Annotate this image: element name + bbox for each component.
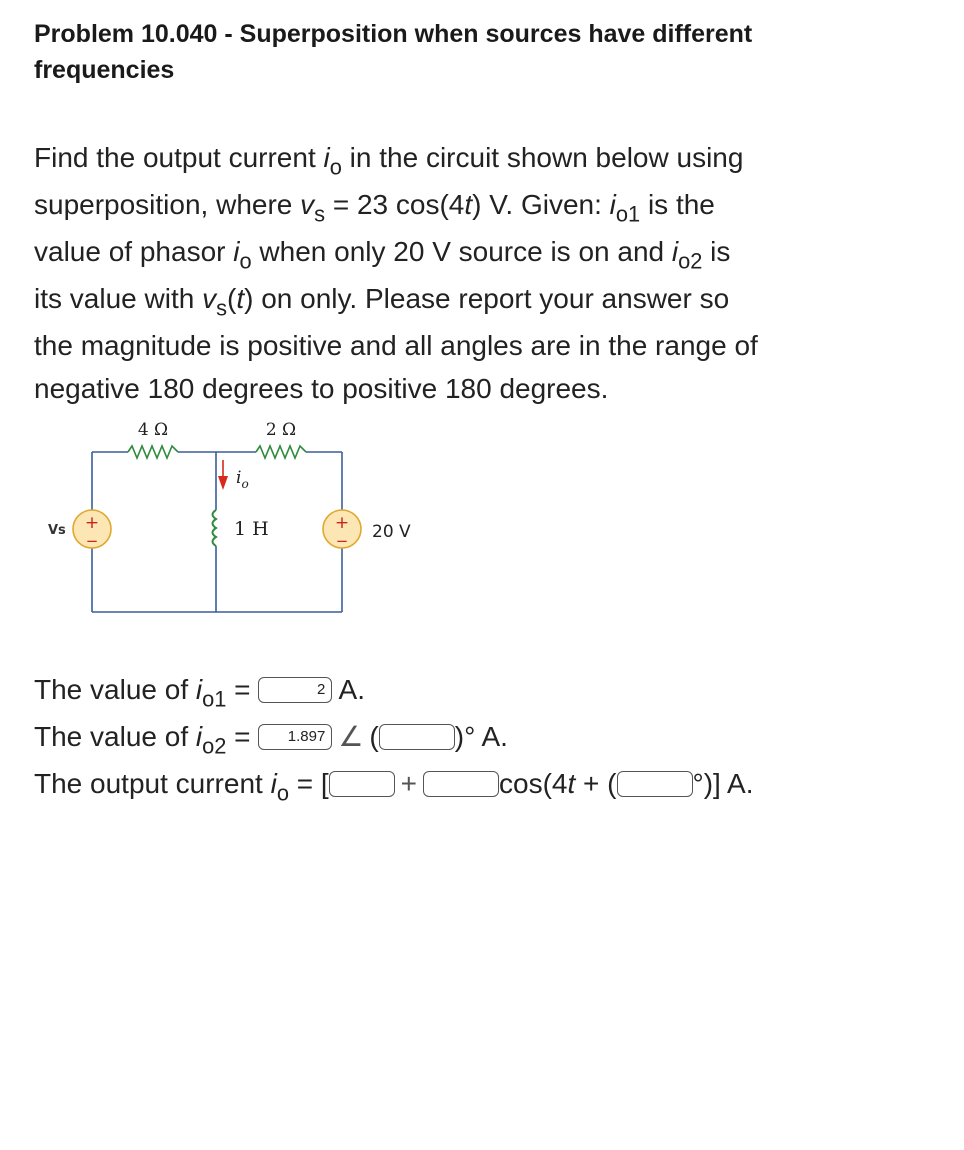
inductor-label: 1 H xyxy=(234,518,269,540)
circuit-diagram xyxy=(40,408,440,618)
vs-plus: + xyxy=(84,513,100,533)
problem-title-line-1: Problem 10.040 - Superposition when sources have different xyxy=(34,20,753,48)
resistor-4ohm xyxy=(128,446,178,458)
dc-plus: + xyxy=(334,513,350,533)
io2-angle-input[interactable] xyxy=(379,724,455,750)
dc-minus: − xyxy=(335,532,349,550)
statement-line-4: its value with $v_s(t)$ on only. Please report your answer so xyxy=(34,283,730,321)
circuit-wires xyxy=(92,452,342,612)
io-dc-input[interactable] xyxy=(329,771,395,797)
problem-title-line-2: frequencies xyxy=(34,56,175,84)
statement-line-2: superposition, where $v_s = 23$ cos(4t) V. Given: $i_{o1}$ is the xyxy=(34,189,715,227)
angle-symbol: ∠ xyxy=(338,721,364,752)
io1-value-input[interactable]: 2 xyxy=(258,677,332,703)
dc-label: 20 V xyxy=(372,522,411,542)
current-arrow-head xyxy=(218,476,228,490)
current-label: $i_o$ xyxy=(236,468,249,491)
resistor-2ohm-label: 2 Ω xyxy=(265,420,297,440)
statement-line-3: value of phasor $i_o$ when only 20 V source is on and $i_{o2}$ is xyxy=(34,236,731,274)
io-phase-input[interactable] xyxy=(617,771,693,797)
resistor-4ohm-label: 4 Ω xyxy=(137,420,169,440)
problem-title xyxy=(34,16,914,88)
inductor-coil xyxy=(213,510,217,546)
statement-line-6: negative 180 degrees to positive 180 degrees. xyxy=(34,373,609,404)
resistor-2ohm xyxy=(256,446,306,458)
vs-label: Vs xyxy=(48,523,66,538)
problem-statement xyxy=(34,134,914,409)
statement-line-5: the magnitude is positive and all angles are in the range of xyxy=(34,330,758,361)
vs-minus: − xyxy=(85,532,99,550)
io-amplitude-input[interactable] xyxy=(423,771,499,797)
answer-row-io1: The value of $i_{o1} = 2$ A. xyxy=(34,674,366,712)
io2-magnitude-input[interactable]: 1.897 xyxy=(258,724,332,750)
answer-row-io: The output current $i_o$ = [ + cos(4t + ( °)] A. xyxy=(34,768,754,806)
answer-row-io2: The value of $i_{o2} = 1.897$ ∠ ( )° A. xyxy=(34,715,508,759)
statement-line-1: Find the output current $i_o$ in the circuit shown below using xyxy=(34,142,744,180)
